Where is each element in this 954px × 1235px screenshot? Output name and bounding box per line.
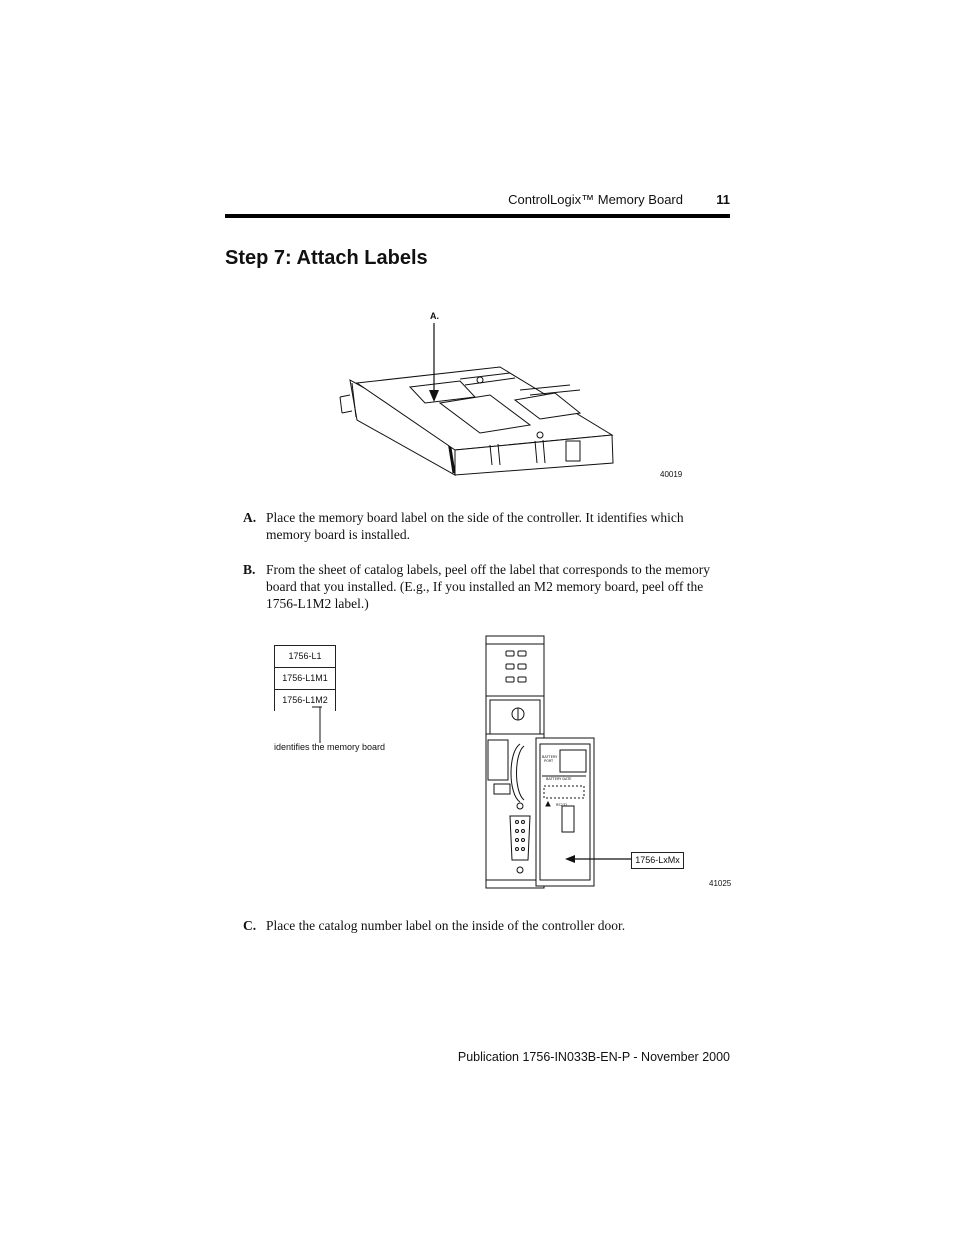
section-title: Step 7: Attach Labels — [225, 247, 428, 269]
catalog-label: 1756-L1M2 — [275, 689, 335, 711]
door-label-arrow — [563, 852, 633, 866]
step-b-text: From the sheet of catalog labels, peel off the label that corresponds to the memory board that you installed. (E.g., If you installed an M2 memory board, peel off the 1756-L1M2 label.) — [266, 562, 710, 611]
svg-text:PORT: PORT — [544, 759, 554, 763]
label-leader-line — [310, 705, 330, 745]
step-a-letter: A. — [243, 510, 257, 525]
battery-port-text: BATTERY — [542, 755, 558, 759]
label-caption: identifies the memory board — [274, 742, 386, 752]
step-a-text: Place the memory board label on the side of the controller. It identifies which memory board is installed. — [266, 510, 684, 542]
figure-controller-side — [330, 305, 690, 485]
rs232-text: RS232 — [556, 803, 568, 807]
catalog-label-sheet — [274, 645, 336, 711]
step-a — [243, 509, 728, 545]
door-label: 1756-LxMx — [631, 852, 684, 869]
catalog-label: 1756-L1M1 — [275, 667, 335, 689]
battery-date-text: BATTERY DATE — [546, 777, 572, 781]
publication-footer: Publication 1756-IN033B-EN-P - November 2000 — [457, 1050, 730, 1064]
figure2-number: 41025 — [709, 879, 732, 888]
running-title: ControlLogix™ Memory Board — [508, 192, 683, 207]
figure1-number: 40019 — [660, 470, 683, 479]
page-number: 11 — [716, 192, 730, 207]
step-b — [243, 561, 728, 613]
catalog-label: 1756-L1 — [275, 645, 335, 667]
figure1-callout-a: A. — [430, 311, 439, 321]
controller-side-drawing — [330, 305, 690, 485]
step-c-letter: C. — [243, 918, 257, 933]
step-c — [243, 917, 728, 935]
step-b-letter: B. — [243, 562, 256, 577]
header-rule — [225, 214, 730, 218]
step-c-text: Place the catalog number label on the inside of the controller door. — [266, 918, 626, 933]
